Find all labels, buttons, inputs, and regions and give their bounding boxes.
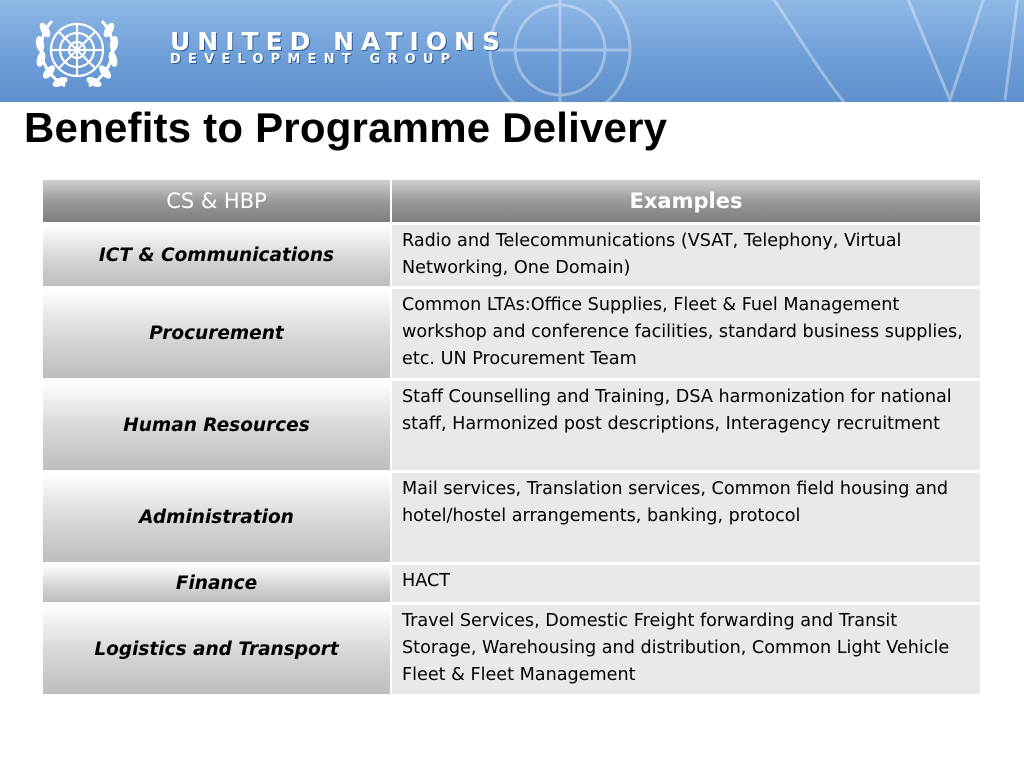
examples-cell: Common LTAs:Office Supplies, Fleet & Fuel Management workshop and conference facilities, standard business supplies, etc. UN Procurement Team xyxy=(392,289,982,381)
page-title: Benefits to Programme Delivery xyxy=(24,104,668,151)
examples-cell: HACT xyxy=(392,565,982,605)
table-row xyxy=(43,225,982,289)
table-row xyxy=(43,605,982,697)
category-cell: Human Resources xyxy=(43,381,392,473)
column-header-examples: Examples xyxy=(392,180,982,225)
benefits-table xyxy=(43,180,982,697)
table-row xyxy=(43,381,982,473)
examples-cell: Travel Services, Domestic Freight forwarding and Transit Storage, Warehousing and distribution, Common Light Vehicle Fleet & Fleet Management xyxy=(392,605,982,697)
un-emblem-icon xyxy=(18,6,136,96)
table-row xyxy=(43,473,982,565)
table-row xyxy=(43,565,982,605)
category-cell: Logistics and Transport xyxy=(43,605,392,697)
category-cell: Procurement xyxy=(43,289,392,381)
examples-cell: Radio and Telecommunications (VSAT, Telephony, Virtual Networking, One Domain) xyxy=(392,225,982,289)
un-emblem-watermark xyxy=(430,0,1024,102)
category-cell: Finance xyxy=(43,565,392,605)
category-cell: Administration xyxy=(43,473,392,565)
org-name: UNITED NATIONS xyxy=(170,27,507,56)
table-header-row xyxy=(43,180,982,225)
table-row xyxy=(43,289,982,381)
examples-cell: Staff Counselling and Training, DSA harmonization for national staff, Harmonized post descriptions, Interagency recruitment xyxy=(392,381,982,473)
column-header-cs-hbp: CS & HBP xyxy=(43,180,392,225)
org-subname: DEVELOPMENT GROUP xyxy=(170,52,458,67)
examples-cell: Mail services, Translation services, Common field housing and hotel/hostel arrangements, banking, protocol xyxy=(392,473,982,565)
header-banner xyxy=(0,0,1024,102)
category-cell: ICT & Communications xyxy=(43,225,392,289)
